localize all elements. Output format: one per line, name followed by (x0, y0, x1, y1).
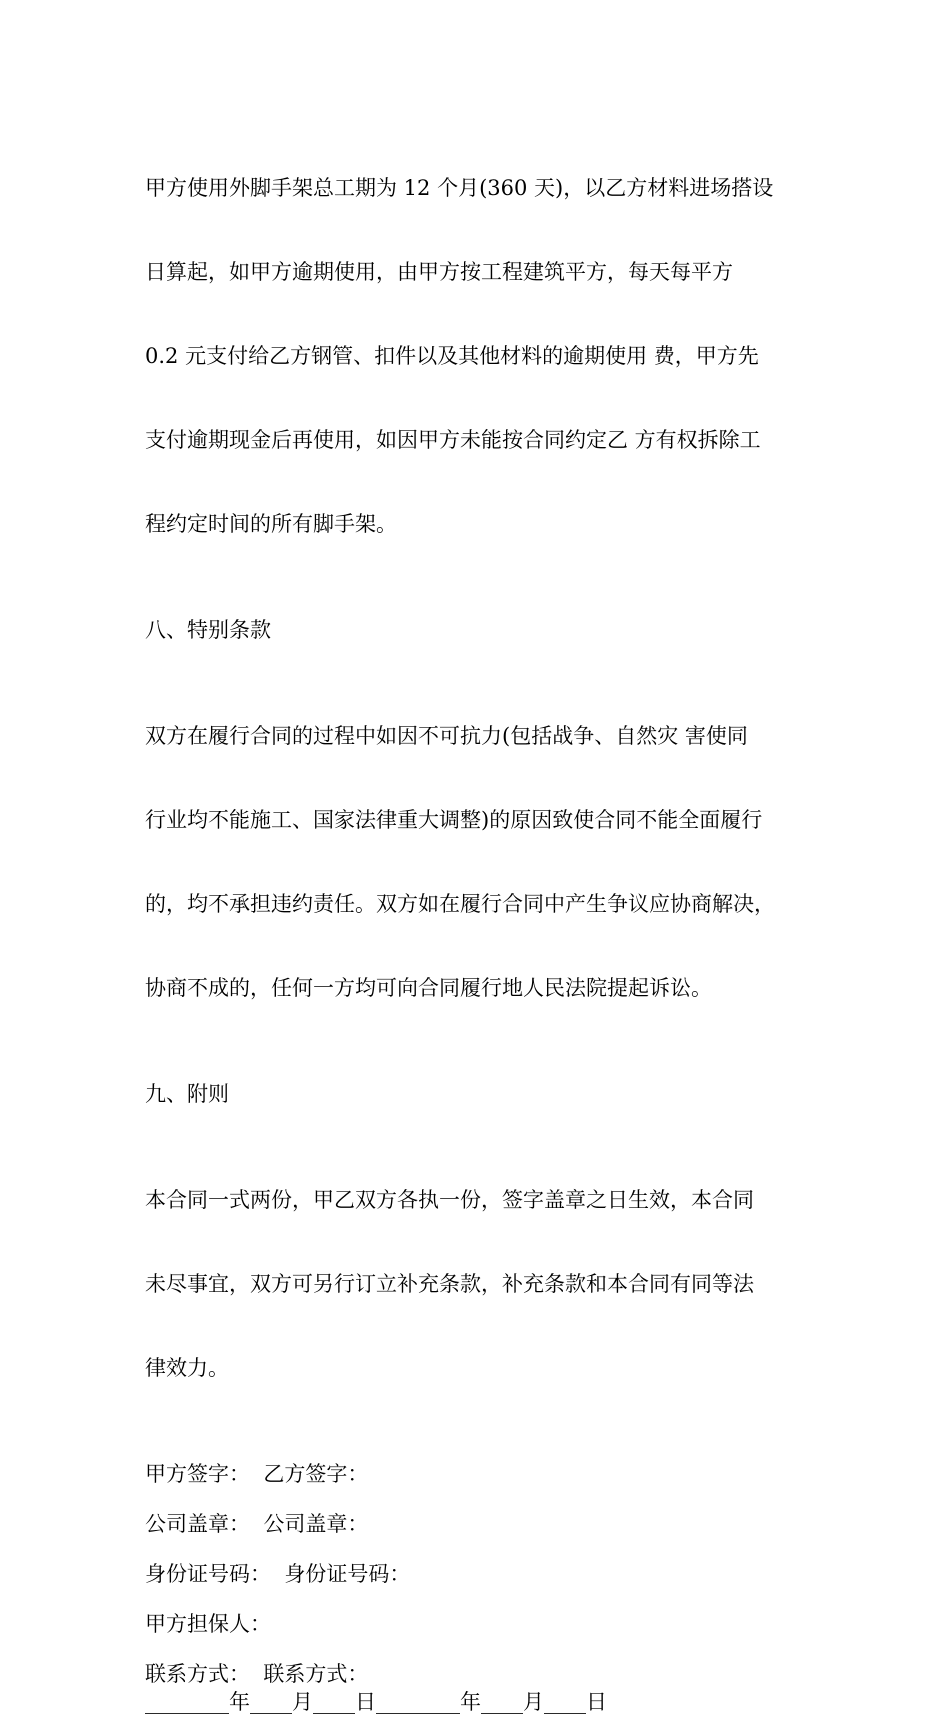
signature-block (145, 1460, 825, 1716)
clause-9-line: 本合同一式两份，甲乙双方各执一份，签字盖章之日生效，本合同 (145, 1188, 754, 1212)
clause-7-line: 甲方使用外脚手架总工期为 12 个月(360 天)，以乙方材料进场搭设 (145, 176, 774, 200)
clause-8-line: 双方在履行合同的过程中如因不可抗力(包括战争、自然灾 害使同 (145, 724, 748, 748)
contact-line: 联系方式： 联系方式： (145, 1662, 369, 1686)
contract-page (145, 118, 825, 1716)
clause-8-line: 协商不成的，任何一方均可向合同履行地人民法院提起诉讼。 (145, 976, 712, 1000)
clause-7-line: 日算起，如甲方逾期使用，由甲方按工程建筑平方，每天每平方 (145, 260, 733, 284)
clause-7-line: 支付逾期现金后再使用，如因甲方未能按合同约定乙 方有权拆除工 (145, 428, 761, 452)
guarantor-line: 甲方担保人： (145, 1612, 271, 1636)
clause-8-paragraph (145, 666, 825, 1058)
clause-7-paragraph (145, 118, 825, 594)
company-seal-line: 公司盖章： 公司盖章： (145, 1512, 369, 1536)
clause-9-line: 律效力。 (145, 1356, 229, 1380)
clause-8-line: 行业均不能施工、国家法律重大调整)的原因致使合同不能全面履行 (145, 808, 763, 832)
date-line: ________年____月____日________年____月____日 (145, 1690, 607, 1714)
clause-8-line: 的，均不承担违约责任。双方如在履行合同中产生争议应协商解决， (145, 892, 775, 916)
section-9-heading: 九、附则 (145, 1082, 229, 1106)
clause-9-line: 未尽事宜，双方可另行订立补充条款，补充条款和本合同有同等法 (145, 1272, 754, 1296)
clause-7-line: 0.2 元支付给乙方钢管、扣件以及其他材料的逾期使用 费，甲方先 (145, 344, 759, 368)
clause-7-line: 程约定时间的所有脚手架。 (145, 512, 397, 536)
clause-9-paragraph (145, 1130, 825, 1438)
signature-line: 甲方签字： 乙方签字： (145, 1462, 369, 1486)
section-8-heading: 八、特别条款 (145, 618, 271, 642)
id-number-line: 身份证号码： 身份证号码： (145, 1562, 411, 1586)
